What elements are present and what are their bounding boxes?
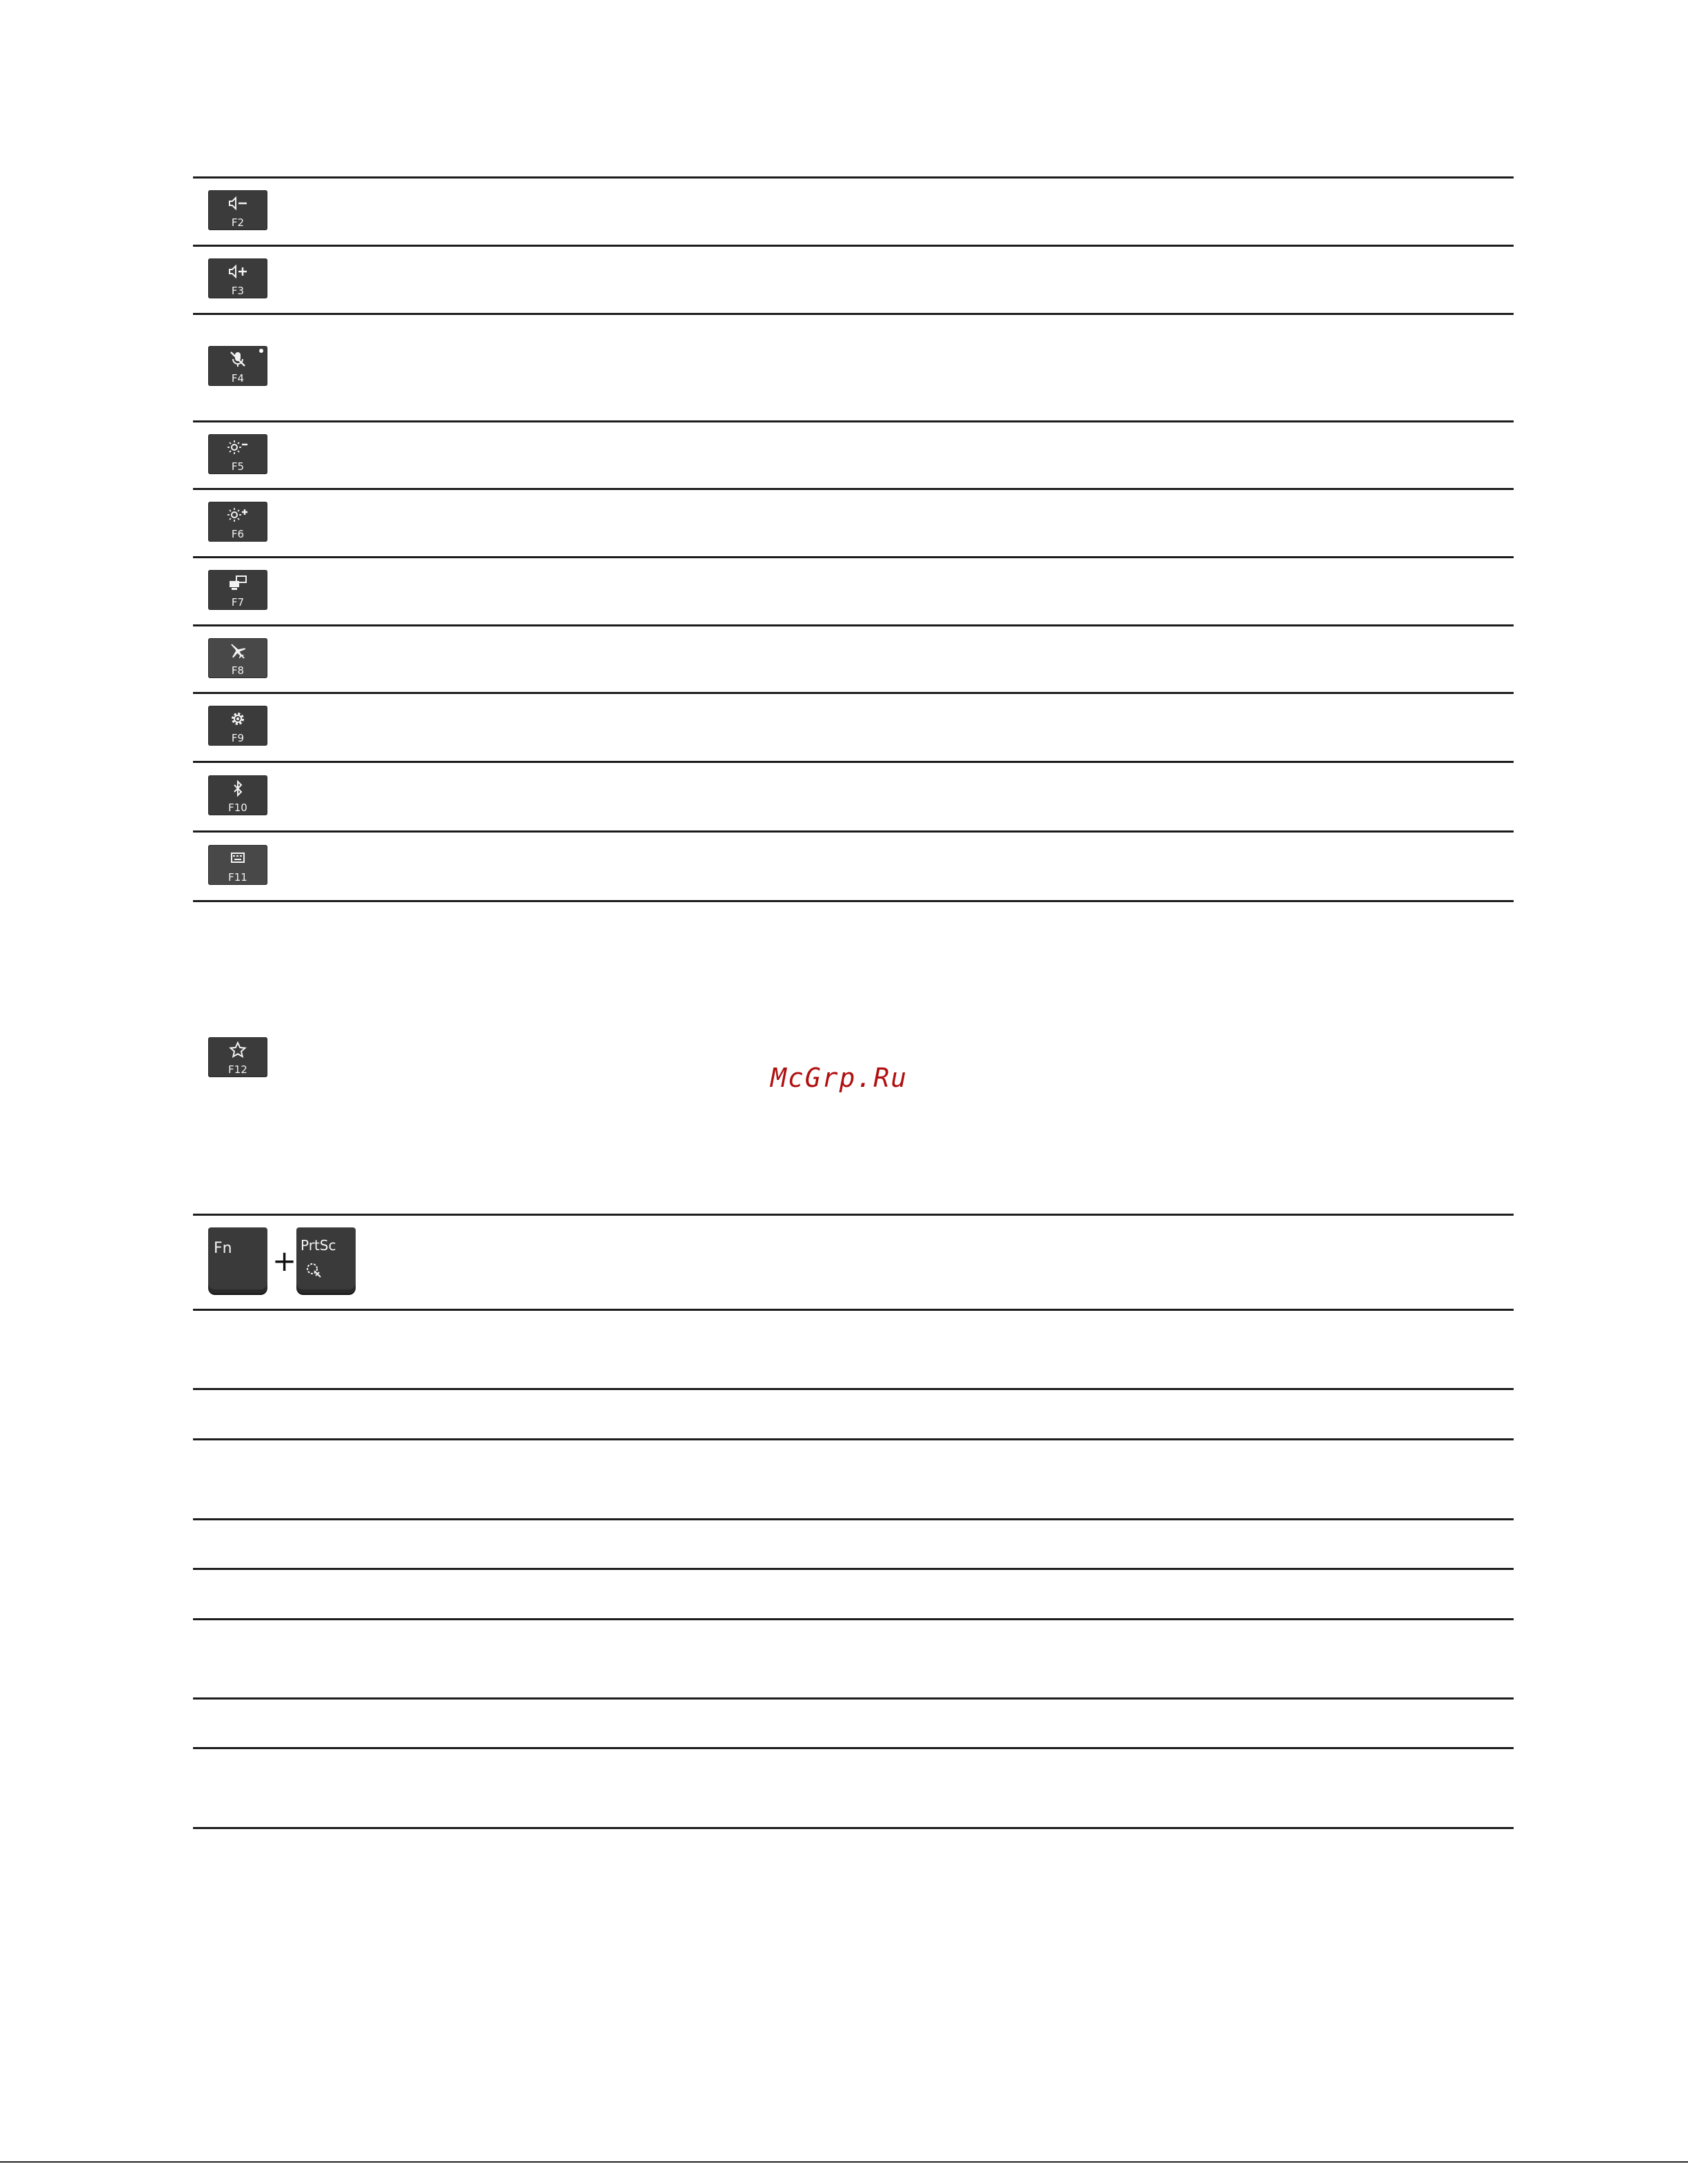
key-label: F7	[231, 596, 245, 609]
key-f9	[208, 706, 267, 746]
volume-down-icon	[208, 193, 267, 214]
table-row-fn-prtsc	[193, 1227, 1514, 1296]
settings-icon	[208, 708, 267, 729]
table-rule	[193, 900, 1514, 902]
table-rule	[193, 1388, 1514, 1390]
key-f4	[208, 346, 267, 386]
key-f5	[208, 434, 267, 474]
key-label: F9	[231, 732, 245, 744]
key-label: F5	[231, 460, 245, 473]
table-rule	[193, 1827, 1514, 1829]
star-icon	[208, 1040, 267, 1061]
key-f3	[208, 258, 267, 298]
table-rule	[193, 245, 1514, 247]
key-fn	[208, 1227, 267, 1294]
volume-up-icon	[208, 261, 267, 282]
display-switch-icon	[208, 573, 267, 593]
key-label: F2	[231, 216, 245, 229]
key-label: F4	[231, 372, 245, 385]
key-f7	[208, 570, 267, 610]
table-rule	[193, 1438, 1514, 1440]
table-rule	[193, 1697, 1514, 1700]
table-rule	[193, 624, 1514, 626]
table-rule	[193, 1309, 1514, 1311]
table-rule	[193, 1747, 1514, 1749]
table-rule	[193, 1618, 1514, 1620]
airplane-mode-icon	[208, 641, 267, 662]
brightness-down-icon	[208, 437, 267, 458]
key-f11	[208, 845, 267, 885]
key-label: PrtSc	[301, 1237, 336, 1254]
microphone-mute-icon	[208, 349, 267, 369]
table-rule	[193, 176, 1514, 178]
key-f8	[208, 638, 267, 678]
key-label: F6	[231, 528, 245, 540]
table-rule	[193, 1518, 1514, 1520]
key-f12	[208, 1037, 267, 1077]
table-rule	[193, 556, 1514, 558]
key-label: F11	[228, 871, 247, 884]
plus-sign: +	[272, 1244, 297, 1278]
table-rule	[193, 830, 1514, 833]
table-rule	[193, 761, 1514, 763]
watermark: McGrp.Ru	[771, 1063, 908, 1093]
brightness-up-icon	[208, 504, 267, 525]
key-label: F3	[231, 285, 245, 297]
key-label: F12	[228, 1063, 247, 1076]
key-label: F10	[228, 802, 247, 814]
bluetooth-icon	[208, 778, 267, 799]
table-rule	[193, 1214, 1514, 1216]
key-f6	[208, 502, 267, 542]
snipping-tool-icon	[305, 1261, 325, 1281]
table-rule	[193, 420, 1514, 422]
key-label: F8	[231, 664, 245, 677]
key-f10	[208, 775, 267, 815]
page-bottom-edge	[0, 2161, 1688, 2163]
table-rule	[193, 488, 1514, 490]
table-rule	[193, 313, 1514, 315]
keyboard-icon	[208, 848, 267, 868]
key-f2	[208, 190, 267, 230]
key-label: Fn	[214, 1240, 232, 1257]
key-prtsc	[296, 1227, 356, 1294]
table-rule	[193, 692, 1514, 694]
table-rule	[193, 1568, 1514, 1570]
